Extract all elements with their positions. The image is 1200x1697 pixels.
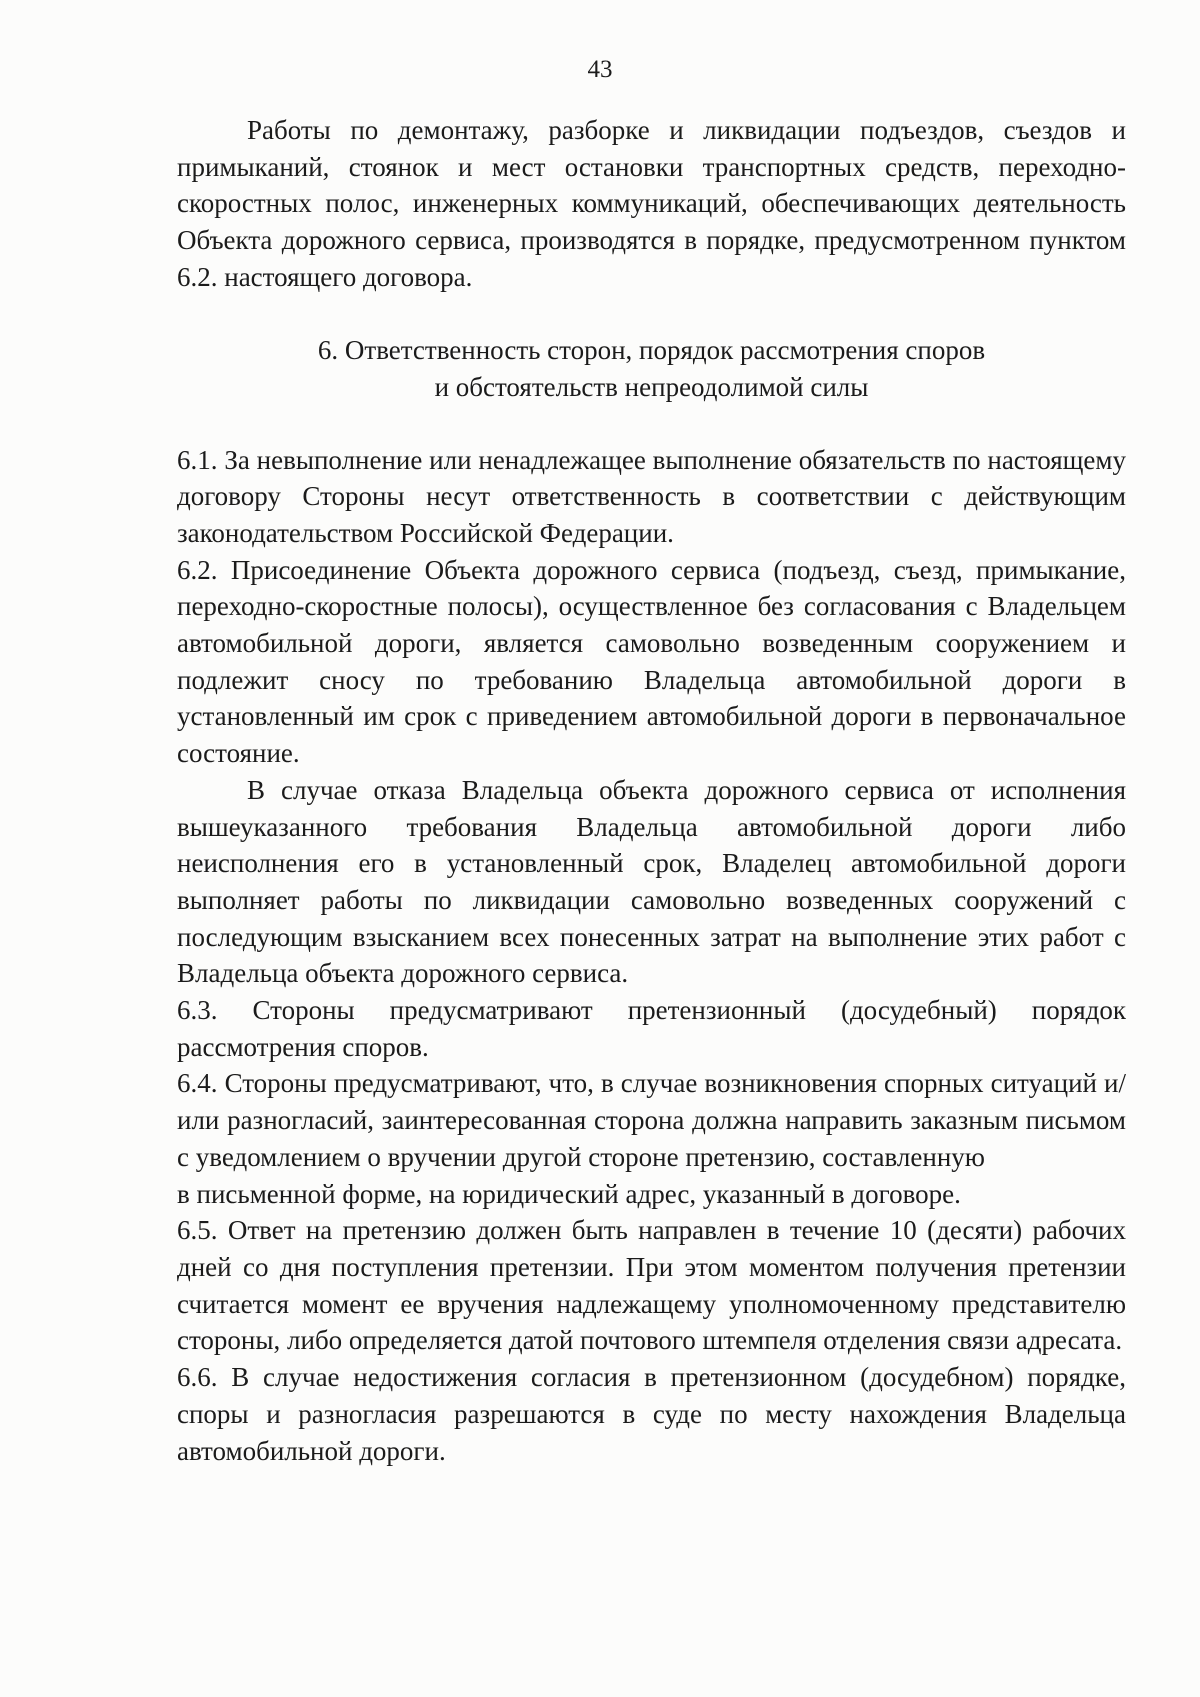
clause-6-4-continuation: в письменной форме, на юридический адрес, указанный в договоре. — [177, 1178, 961, 1209]
document-body — [177, 112, 1126, 1469]
section-heading — [177, 332, 1126, 406]
clause-6-5: 6.5. Ответ на претензию должен быть направлен в течение 10 (десяти) рабочих дней со дня поступления претензии. При этом моментом получения претензии считается момент ее вручения надлежащему уполномоченному представителю стороны, либо определяется датой почтового штемпеля отделения связи адресата. — [177, 1215, 1126, 1356]
section-heading-line-1: 6. Ответственность сторон, порядок рассмотрения споров — [317, 334, 986, 365]
page-number: 43 — [587, 56, 613, 83]
clause-6-4: 6.4. Стороны предусматривают, что, в случае возникновения спорных ситуаций и/или разногласий, заинтересованная сторона должна направить заказным письмом с уведомлением о вручении другой стороне претензию, составленную — [177, 1068, 1126, 1172]
clause-6-1: 6.1. За невыполнение или ненадлежащее выполнение обязательств по настоящему договору Стороны несут ответственность в соответствии с действующим законодательством Российской Федерации. — [177, 444, 1126, 548]
clause-6-2: 6.2. Присоединение Объекта дорожного сервиса (подъезд, съезд, примыкание, переходно-скоростные полосы), осуществленное без согласования с Владельцем автомобильной дороги, является самовольно возведенным сооружением и подлежит сносу по требованию Владельца автомобильной дороги в установленный им срок с приведением автомобильной дороги в первоначальное состояние. — [177, 554, 1126, 769]
clause-6-3: 6.3. Стороны предусматривают претензионный (досудебный) порядок рассмотрения споров. — [177, 995, 1126, 1062]
clause-6-6: 6.6. В случае недостижения согласия в претензионном (досудебном) порядке, споры и разногласия разрешаются в суде по месту нахождения Владельца автомобильной дороги. — [177, 1362, 1126, 1466]
clause-6-2-continuation: В случае отказа Владельца объекта дорожного сервиса от исполнения вышеуказанного требования Владельца автомобильной дороги либо неисполнения его в установленный срок, Владелец автомобильной дороги выполняет работы по ликвидации самовольно возведенных сооружений с последующим взысканием всех понесенных затрат на выполнение этих работ с Владельца объекта дорожного сервиса. — [177, 774, 1126, 989]
intro-paragraph: Работы по демонтажу, разборке и ликвидации подъездов, съездов и примыканий, стоянок и мест остановки транспортных средств, переходно-скоростных полос, инженерных коммуникаций, обеспечивающих деятельность Объекта дорожного сервиса, производятся в порядке, предусмотренном пунктом 6.2. настоящего договора. — [177, 115, 1126, 292]
section-heading-line-2: и обстоятельств непреодолимой силы — [434, 371, 869, 402]
